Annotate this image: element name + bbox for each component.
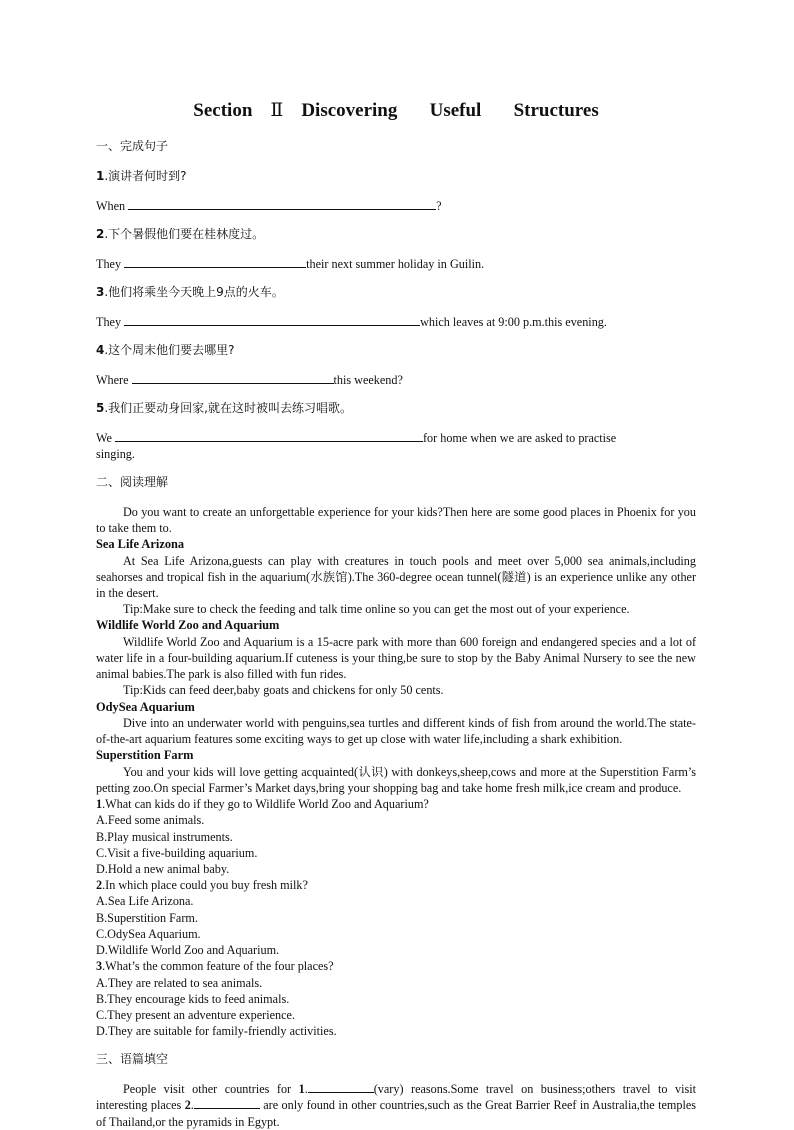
q1-option-c[interactable]: C.Visit a five-building aquarium.	[96, 845, 258, 860]
q1-blank[interactable]	[128, 198, 436, 210]
section-text-odysea: Dive into an underwater world with penguins,sea turtles and different kinds of fish from around the world.The state-of-the-art aquarium features some exciting ways to get up close with water life,including a shark exhibition.	[96, 716, 696, 747]
q3-option-b[interactable]: B.They encourage kids to feed animals.	[96, 991, 290, 1006]
q2-option-a[interactable]: A.Sea Life Arizona.	[96, 894, 194, 909]
q2-option-d[interactable]: D.Wildlife World Zoo and Aquarium.	[96, 943, 280, 958]
question-3: 3.What’s the common feature of the four places?	[96, 959, 334, 974]
cloze-paragraph: People visit other countries for 1. (vary) reasons.Some travel on business;others travel to visit interesting places 2. are only found in other countries,such as the Great Barrier Reef in Australia,the temples of Thailand,or the pyramids in Egypt.	[96, 1082, 696, 1129]
page-title	[96, 96, 696, 126]
reading-intro: Do you want to create an unforgettable experience for your kids?Then here are some good places in Phoenix for you to take them to.	[96, 504, 696, 535]
title-section: Section	[193, 100, 253, 121]
q5-blank[interactable]	[115, 430, 423, 442]
part2-heading: 二、阅读理解	[96, 475, 169, 489]
q4-blank[interactable]	[132, 372, 334, 384]
cloze-blank-1[interactable]	[308, 1081, 374, 1093]
worksheet-page	[96, 96, 696, 1130]
q3-sentence: They which leaves at 9:00 p.m.this evening.	[96, 314, 607, 329]
section-text-superstition-farm: You and your kids will love getting acquainted(认识) with donkeys,sheep,cows and more at the Superstition Farm’s petting zoo.On special Farmer’s Market days,bring your shopping bag and take home fresh milk,ice cream and produce.	[96, 764, 696, 796]
question-2: 2.In which place could you buy fresh milk?	[96, 878, 308, 893]
section-tip-wildlife-zoo: Tip:Kids can feed deer,baby goats and chickens for only 50 cents.	[123, 683, 444, 698]
q1-chinese: 1.演讲者何时到?	[96, 168, 187, 183]
q2-chinese: 2.下个暑假他们要在桂林度过。	[96, 226, 265, 241]
part3-heading: 三、语篇填空	[96, 1052, 169, 1067]
title-name: Discovering Useful Structures	[301, 100, 599, 121]
section-text-sea-life: At Sea Life Arizona,guests can play with creatures in touch pools and meet over 5,000 sea animals,including seahorses and tropical fish in the aquarium(水族馆).The 360-degree ocean tunnel(隧道) is an experience unlike any other in the desert.	[96, 553, 696, 601]
q5-chinese: 5.我们正要动身回家,就在这时被叫去练习唱歌。	[96, 400, 352, 415]
q3-blank[interactable]	[124, 314, 420, 326]
q1-option-d[interactable]: D.Hold a new animal baby.	[96, 862, 230, 877]
q1-option-a[interactable]: A.Feed some animals.	[96, 813, 205, 828]
cloze-blank-2[interactable]	[194, 1097, 260, 1109]
q4-chinese: 4.这个周末他们要去哪里?	[96, 342, 235, 357]
section-text-wildlife-zoo: Wildlife World Zoo and Aquarium is a 15-acre park with more than 600 foreign and endangered species and a lot of water life in a four-building aquarium.If cuteness is your thing,be sure to stop by the Baby Animal Nursery to see the new animal babies.The park is also filled with fun rides.	[96, 634, 696, 682]
part1-heading: 一、完成句子	[96, 139, 169, 153]
question-1: 1.What can kids do if they go to Wildlife World Zoo and Aquarium?	[96, 797, 429, 812]
q2-sentence: They their next summer holiday in Guilin.	[96, 256, 485, 271]
section-heading-sea-life: Sea Life Arizona	[96, 537, 185, 552]
q1-sentence: When ?	[96, 198, 442, 213]
q3-chinese: 3.他们将乘坐今天晚上9点的火车。	[96, 284, 284, 299]
q2-option-c[interactable]: C.OdySea Aquarium.	[96, 926, 201, 941]
q5-sentence-cont: singing.	[96, 446, 135, 461]
section-tip-sea-life: Tip:Make sure to check the feeding and talk time online so you can get the most out of your experience.	[123, 602, 630, 617]
q2-blank[interactable]	[124, 256, 306, 268]
q5-sentence: We for home when we are asked to practise	[96, 430, 617, 445]
q1-option-b[interactable]: B.Play musical instruments.	[96, 829, 233, 844]
title-roman: Ⅱ	[270, 100, 284, 121]
q3-option-c[interactable]: C.They present an adventure experience.	[96, 1007, 295, 1022]
section-heading-odysea: OdySea Aquarium	[96, 699, 195, 714]
q3-option-a[interactable]: A.They are related to sea animals.	[96, 975, 263, 990]
q2-option-b[interactable]: B.Superstition Farm.	[96, 910, 198, 925]
section-heading-superstition-farm: Superstition Farm	[96, 748, 194, 763]
q4-sentence: Where this weekend?	[96, 372, 403, 387]
section-heading-wildlife-zoo: Wildlife World Zoo and Aquarium	[96, 618, 280, 633]
q3-option-d[interactable]: D.They are suitable for family-friendly activities.	[96, 1024, 337, 1039]
